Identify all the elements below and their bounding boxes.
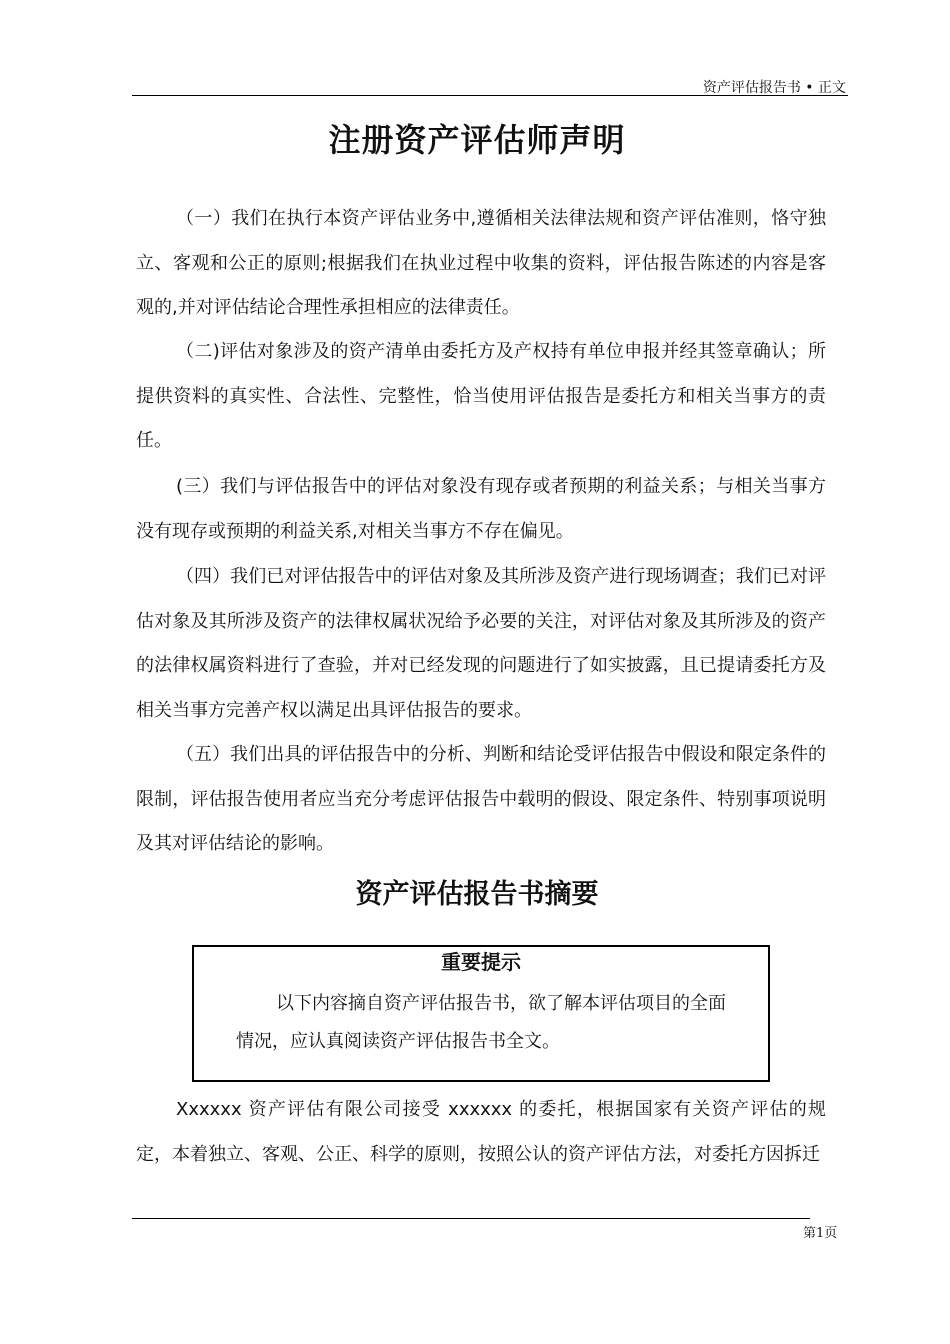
declaration-paragraph-1: （一）我们在执行本资产评估业务中,遵循相关法律法规和资产评估准则，恪守独立、客观和公正的原则;根据我们在执业过程中收集的资料，评估报告陈述的内容是客观的,并对评估结论合理性承担相应的法律责任。: [136, 208, 826, 318]
declaration-title: 注册资产评估师声明: [328, 121, 626, 159]
header-text: 资产评估报告书 • 正文: [702, 80, 846, 96]
summary-title: 资产评估报告书摘要: [355, 879, 599, 910]
notice-body: 以下内容摘自资产评估报告书，欲了解本评估项目的全面情况，应认真阅读资产评估报告书全文。: [236, 993, 726, 1052]
declaration-paragraph-5: （五）我们出具的评估报告中的分析、判断和结论受评估报告中假设和限定条件的限制，评估报告使用者应当充分考虑评估报告中载明的假设、限定条件、特别事项说明及其对评估结论的影响。: [136, 744, 826, 854]
declaration-paragraph-2: （二)评估对象涉及的资产清单由委托方及产权持有单位申报并经其签章确认；所提供资料的真实性、合法性、完整性，恰当使用评估报告是委托方和相关当事方的责任。: [136, 341, 826, 451]
summary-intro-paragraph: Xxxxxx 资产评估有限公司接受 xxxxxx 的委托，根据国家有关资产评估的规定，本着独立、客观、公正、科学的原则，按照公认的资产评估方法，对委托方因拆迁: [136, 1099, 826, 1165]
header-rule: [132, 95, 848, 96]
page-number: 第1页: [803, 1226, 838, 1241]
declaration-paragraph-4: （四）我们已对评估报告中的评估对象及其所涉及资产进行现场调查；我们已对评估对象及其所涉及资产的法律权属状况给予必要的关注，对评估对象及其所涉及的资产的法律权属资料进行了查验，并对已经发现的问题进行了如实披露，且已提请委托方及相关当事方完善产权以满足出具评估报告的要求。: [136, 566, 826, 721]
footer-rule: [132, 1218, 810, 1219]
notice-title: 重要提示: [441, 950, 521, 974]
declaration-paragraph-3: (三）我们与评估报告中的评估对象没有现存或者预期的利益关系；与相关当事方没有现存或预期的利益关系,对相关当事方不存在偏见。: [136, 476, 826, 542]
